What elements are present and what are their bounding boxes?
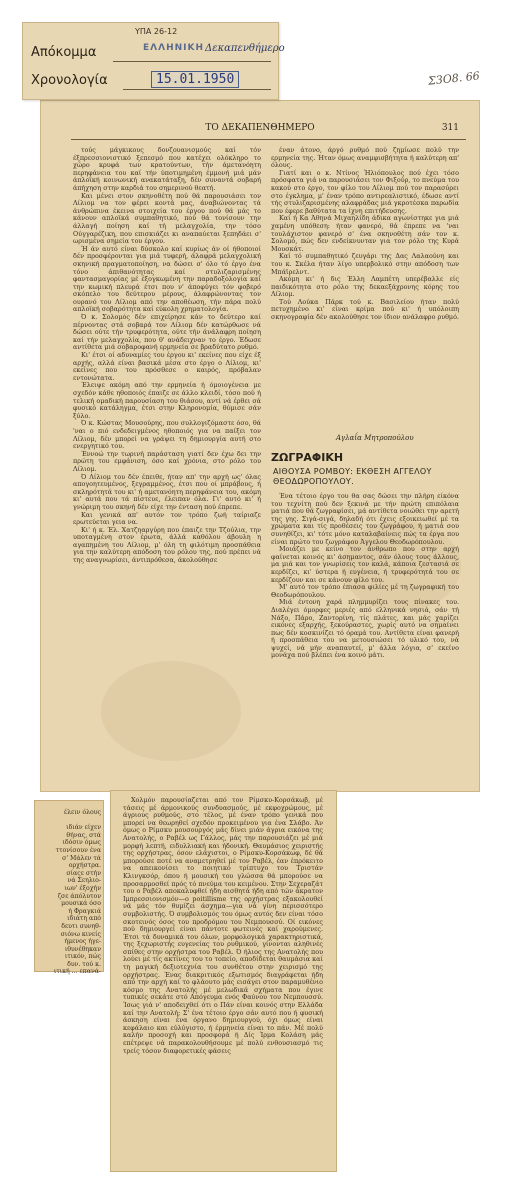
fragment-line: ιδιάτη από <box>67 915 101 923</box>
paragraph: Κι' ή κ. Έλ. Χατζηαργύρη που έπαιζε την Τζούλια, την υποταγμένη στον έρωτα, άλλά καθόλου άβουλη η αγαπημένη του Λίλιομ, μ' όλη τη φιλότιμη προσπάθεια για την καλύτερη απόδοση του ρόλου της, πού πρέπει νά της αναγνωρίσει, άντιπρόθεσα, άκολούθησε <box>73 525 261 565</box>
date-stamp: 15.01.1950 <box>151 71 239 88</box>
paragraph: Κι' έτσι οί αδυναμίες του έργου κι' εκείνες που είχε έξ αρχής, αλλά είναι βασικά μέσα στο έργο ο Λίλιομ, κι' εκείνες που του πρόσθεσε ο καιρός, πρόβαλαν εντονώτατα. <box>73 351 261 382</box>
fragment-line: θήνας, στά <box>66 831 101 839</box>
archive-label-slip <box>22 22 285 100</box>
fragment-line: ιδόσιν όμως <box>62 839 101 847</box>
stamp-code: ΥΠΑ 26-12 <box>135 27 178 36</box>
fragment-line: ήμενος ήγε- <box>64 938 101 946</box>
section-subtitle: ΑΙΘΟΥΣΑ ΡΟΜΒΟΥ: ΕΚΘΕΣΗ ΑΓΓΕΛΟΥ ΘΕΟΔΩΡΟΠΟΥΛΟΥ. <box>273 467 432 486</box>
paragraph: έναν άτονο, άργό ρυθμό πού ζημίωσε πολύ την ερμηνεία της. Ήταν όμως αναμφισβήτητα ή καλύτερη απ' όλους. <box>271 146 459 170</box>
author-signature: Αγλαΐα Μητροπούλου <box>336 434 414 442</box>
fragment-line: ορχήστρα. <box>68 862 101 870</box>
label-date: Χρονολογία <box>31 73 108 88</box>
fill-line <box>113 61 271 62</box>
paragraph: Ένα τέτοιο έργο του θα σας δώσει την πλήρη είκόνα του τεχνίτη πού δεν ξεκινά με τήν πρώτη επιπόλαια ματιά που θά ζωγραφίσει, μά αντίθετα νοιώθει την αρετή της γης. Σιγά-σιγά, δηλαδή ότι έχεις εξοικειωθεί μέ τα χρώματα και τίς προθέσεις του ζωγράφου, ή ματιά σου συνηθίζει, κι' τότε μόνο καταλαβαίνεις πώς τα έργα που είναι πρώτο του ζωγράφου Άγγελου Θεοδωρόπουλου. <box>271 492 459 546</box>
paragraph: Και γενικά απ' αυτόν τον τρόπο ζωή ταίριαζε ερωτεύεται γεια να. <box>73 510 261 527</box>
fragment-line: ή Φραγκιά <box>68 907 101 915</box>
fragment-line: δευτι συνηθ- <box>61 922 101 930</box>
fragment-line: ιδιάν είχεν <box>66 824 101 832</box>
fragment-line: σίαςε στήν <box>66 869 101 877</box>
handwritten-note: Δεκαπενθήμερο <box>205 43 285 54</box>
fragment-line: ιων' έξοχήν <box>64 884 101 892</box>
paragraph: Ό κ. Σολομός δέν επιχείρησε κάν το δεύτερο καί πέρνοντας στά σοβαρά τον Λίλιομ δέν κατώρθωσε νά δώσει ούτε τήν τρυφερότητα, ούτε τήν άνάλαφρη ποίηση καί τήν μελαγχολία, που θ' ανάδειχναν το έργο. Έδωσε αντίθετα μιά σοβαροφανή ερμηνεία σε βραδύτατο ρυθμό. <box>73 313 261 352</box>
left-text-column <box>73 147 261 787</box>
paragraph: Τού Λούκα Πάρκ τού κ. Βασιλείου ήταν πολύ πετυχημένο κι' είναι κρίμα πού κι' ή υπόλοιπη σκηνογραφία δέν ακολούθησε τον ίδιον ανάλαφρο ρυθμό. <box>271 297 459 322</box>
page-title: ΤΟ ΔΕΚΑΠΕΝΘΗΜΕΡΟ <box>205 123 315 133</box>
paragraph: Και μένει στον σκηνοθέτη πού θά παρουσιάσει τον Λίλιομ να τον φέρει κοντά μας, άναβιώνοντας τά άνθρώπινα έκεινα στοιχεία του έργου πού θά μάς το κάνουν απλοϊκά συμπαθητικό, πού θά τονίσουν την άλλαγή ποίηση καί τή μελαγχολία, την τόσο Ούγγαρέζικη, που επισκιάζει κι αναπαύεται ξεπηδάει σ' ωρισμένα σημεία του έργου. <box>73 191 261 246</box>
section-title: ΖΩΓΡΑΦΙΚΗ <box>271 451 344 464</box>
fragment-line: ιτικόν, πώς <box>64 953 101 961</box>
paragraph: Ακόμη κι' ή δις Έλλη Λαμπέτη υπερέβαλλε είς παιδικότητα στο ρόλο της δεκαεξάχρονης κόρης του Λίλιομ. <box>271 275 459 299</box>
paragraph: Καί τό συμπαθητικό ζευγάρι της Δας Λαλαούνη και του κ. Σκέλα ήταν λίγο υπερβολικό στην απόδοση των Μπάϊρελντ. <box>271 252 459 276</box>
newspaper-stamp: ΕΛΛΗΝΙΚΗ <box>143 43 204 53</box>
paragraph: Ή άν αυτό είναι δύσκολο καί κυρίως άν οί ήθοποιοί δέν προσφέρονται για μιά τυφερή, άλαφρά μελαγχολική σκηνική πραγματοποίηση, να δώσει σ' όλο τό έργο ένα τόνο άπιθανότητας καί στυλιζαρισμένης φαντασμαγορίας μέ έξογκωμένη την παραδοξολογία καί την κωμική πλευρά έτσι που ν' άποφύγει τόν φοβερό σκόπελο του δεύτερου μέρους, άλαφρώνοντας τον ουρανό του Λίλιομ από την αποθέωση, τήν πάρα πολύ απλοϊκή σοβαρότητα καί εύκολη χρηματολογία. <box>73 244 261 314</box>
paragraph: Καί ή Κα Άθηνά Μιχαηλίδη άδικα αγωνίστηκε για μιά χαμένη υπόθεση: ήταν φανερό, θά έπρεπε να 'ναι τουλάχιστον φανερό σ' ένα σκηνοθέτη σάν τον κ. Σολομό, πώς δεν ενδείκνυνταν για τον ρόλο της Κυρά Μουσκάτ. <box>271 214 459 253</box>
fragment-line <box>39 817 101 825</box>
fragment-line: σ' Μάλεν τά <box>62 854 101 862</box>
label-clipping: Απόκομμα <box>31 45 97 60</box>
fill-line <box>123 89 271 90</box>
fragment-line: μουσικά όσο <box>61 900 101 908</box>
fragment-line: νά Σεηλιο- <box>67 877 101 885</box>
fragment-line: ιθυνέθηκαν <box>64 945 101 953</box>
paragraph: Ό κ. Κώστας Μουσούρης, που συλλογιζόμαστε όσο, θά 'ναι ο πιό ενδεδειγμένος ηθοποιός για να παίξει τον Λίλιομ, δέν μπορεί να γράψει τη δημιουργία αυτή στο ενεργητικό του. <box>73 419 261 451</box>
left-fragment-text <box>39 809 101 976</box>
page-number: 311 <box>441 123 459 133</box>
paragraph: Ό Λίλιομ του δέν έπειθε, ήταν απ' την αρχή ως' όλας απογοητευμένος, ξεγραμμένος, έτσι που οί μπράβους, ή σκληρότητά του κι' ή αμετανόητη περηφάνεια του, ακόμη κι' αυτά που τά πίστευε, έλειπαν όλα. Γι' αυτό κι' ή γνώριμη του σκηνή δέν είχε την ένταση πού έπρεπε. <box>73 472 261 511</box>
fragment-line: δυν. τού κ. <box>67 960 101 968</box>
fragment-line: ζσε άπόλυτον <box>57 892 101 900</box>
paragraph: Μιά έντονη χαρά πλημμυρίζει τους πίνακες του. Διαλέγει όμορφες μεριές από ελληνικά νησιά, σάν τή Νάξο, Πάρο, Ζαντορίνη, τίς πλάτες, και μάς χαρίζει εικόνες εξαρχής, ξεκούραστες, χωρίς αυτό να σημαίνει πως δέν κοσκινίζει τό όραμά του. Αντίθετα είναι φανερή ή προσπάθεια του να μετουσιώσει τό υλικό του, νά ψυχεί, νά μήν αναπαυτεί, μ' άλλα λόγια, σ' εκείνο μονάχα πού βλέπει ένα κοινό μάτι. <box>271 598 459 660</box>
paragraph: τούς μάγκικους δονζουανισμούς καί τόν έξπρεσσιονιστικό ξεπεσμό που κατέχει ολόκληρο το χώρο κρυφά των κρατούντων, τήν άμετανόητη περηφάνεια του καί τήν ύποτιμημένη έμμονή μιά μάν άπλοϊκή κοινωνική ανακατάταξη, δέν συναντά σοβαρή άπήχηση στην καρδιά του σημερινού θεατή. <box>73 146 261 192</box>
paragraph: Μ' αυτό τον τρόπο έπιασα φιλίες μέ τη ζωγραφική του Θεοδωρόπουλου. <box>271 583 459 599</box>
page-header <box>41 123 479 139</box>
fragment-line: ιτική ... επανά- <box>53 968 101 976</box>
reference-note: Σ3Ο8. 66 <box>427 69 481 88</box>
paragraph: Έννοώ την τωρινή παράσταση γιατί δεν έχω δει την πρώτη του εμφάνιση, όσο καί χρόνια, στο ρόλο του Λίλιομ. <box>73 449 261 473</box>
paragraph: Έλειψε ακόμη από την ερμηνεία ή όμοιογένεια με σχεδόν κάθε ηθοποιός έπαιζε σε άλλο κλειδί, τόσο πού ή τελική ομαδική παρουσίαση του θιάσου, αντί νά έρθει σά φυσικό κατάληγμα, έτσι στην Κληρονομία, θύμισε σάν ξύλο. <box>73 381 261 420</box>
right-text-column-top <box>271 147 459 429</box>
left-fragment-clipping <box>34 800 104 976</box>
main-clipping <box>40 100 480 792</box>
fragment-line: ττονίσουν ένα <box>55 846 101 854</box>
paragraph: Χολμόν παρουσίαζεται από τον Ρίμσκυ-Κορσάκωβ, μέ τάσεις μέ άρμονικούς συνδυασμούς, μέ εκφοχρώμους, μέ άγριους ρυθμούς, στο τέλος, μέ έναν τρόπο γενικά που μπορεί να θεωρηθεί σχεδόν προκειμένου για ένα Σλάβο. Άν όμως ο Ρίμσκυ μουσουργός μάς δίνει μιάν άγρια εικόνα της Ανατολής, ο Ραβέλ ως Γάλλος, μάς την παρουσιάζει μέ μιά μορφή λεπτή, ειδυλλιακή και ήδονική. Θαυμάσιος χειριστής της ορχήστρας, όσον ελάχιστοι, ο Ρίμσκυ-Κορσάκωφ, δέ θά μπορούσε ποτέ να αναμετρηθεί μέ τον Ραβέλ, έαν έπρόκειτο να απεικονίσει το ποιητικό τρίπτυχο του Τριστάν Κλινγκσόρ, όπου ή μουσική του γλώσσα θά μπορούσε να προσαρμοσθεί πρός τό πνεύμα του κειμένου. Στην Σεχεραζάτ του ο Ραβέλ αποκαλυφθεί ήδη αισθητά ήδη από τών άκρατον Ιμπρεσσιονισμόν—ο poitillisme της ορχήστρας εξακολουθεί νά μάς τόν θυμίζει άσχημα—για νά γίνη περισσότερο συμβολιστής. Ό συμβολισμός του όμως αυτός δεν είναι τόσο σκοτεινός όσος του προδρόμου του Νεμπουσσύ. Οί εικόνες πού δημιουργεί είναι πάντοτε φωτεινές καί χαρούμενες. Έτσι τά δυναμικά του όλων, μορφολογικά χαρακτηριστικά, της ξεχωριστής ευγενείας του ρυθμικού, γίνονται αληθινές σπίθες στην ορχήστρα του Ραβέλ. Ό ήλιος της Ανατολής που λούει μέ τίς ακτίνες του το τοπείο, αποδίδεται θαυμάσια καί τη μαγική δεξιοτεχνία του συνθέτου στην χειρισμό της ορχήστρας. Ένας διακριτικός εξωτισμός διαγράφεται ήδη από την αρχή καί το φλάουτο μάς εισάγει στον παραμυθένιο κόσμο της Ανατολής μέ μελωδικά σχήματα που έγινε τυπικές σεκάτε στό Απόγευμα ενός Φαύνου του Νεμπουσσύ. Ίσως γιά ν' αποδειχθεί ότι ο Πάν είναι κοινός στην Ελλάδα καί την Ανατολή; Σ' ένα τέτοιο έργο σάν αυτό που ή φυσική άσκηση είναι ένα όργανο δημιουργού, όχι όμως είναι κεφάλαιο και εύλύγιστο, ή έρμηνεία είναι το πάν. Μέ πολύ καλήν προσοχή και προσφορά ή Δίς Ίρμα Κολάση μάς επέτρεψε νά παρακολουθήσουμε μέ πολύ ενθουσιασμό τις τρείς τόσον διαφορετικές φάσεις <box>123 796 323 1055</box>
fragment-line: σιόνω κινείς <box>60 930 101 938</box>
fragment-line: έλειν όλους <box>63 809 101 816</box>
lower-text-column <box>123 797 323 1165</box>
paragraph: Μοιάζει με κείνο τον άνθρωπο που στην αρχή φαίνεται κοινός κι' άσημαντος, σάν όλους τους άλλους, μα μιά και τον γνωρίσεις τον καλά, κάποια ζεστασιά σε κερδίζει, κι' ύστερα ή ευγένεια, ή τρυφερότητά του σε κερδίζουν και σε κάνουν φίλο του. <box>271 545 459 584</box>
lower-clipping <box>110 790 337 1172</box>
header-rule <box>71 139 466 140</box>
paragraph: Γιατί και ο κ. Ντίνος Ήλιόπουλος πού έχει τόσο πρόσφατα γιά να παρουσιάσει τον Φιξούρ, το πνεύμα του κακού στο έργο, τον φίλο του Λίλιομ πού τον παρασύρει στο έγκλημα, μ' έναν τρόπο αντιρεαλιστικό, έδωσε αντί τής στυλιζαρισμένης αλαφράδας μιά γκροτέσκα παρωδία που έφερε βαθύτατα τα ίχνη επιτήδευσης. <box>271 168 459 215</box>
right-text-column-bottom <box>271 493 459 785</box>
